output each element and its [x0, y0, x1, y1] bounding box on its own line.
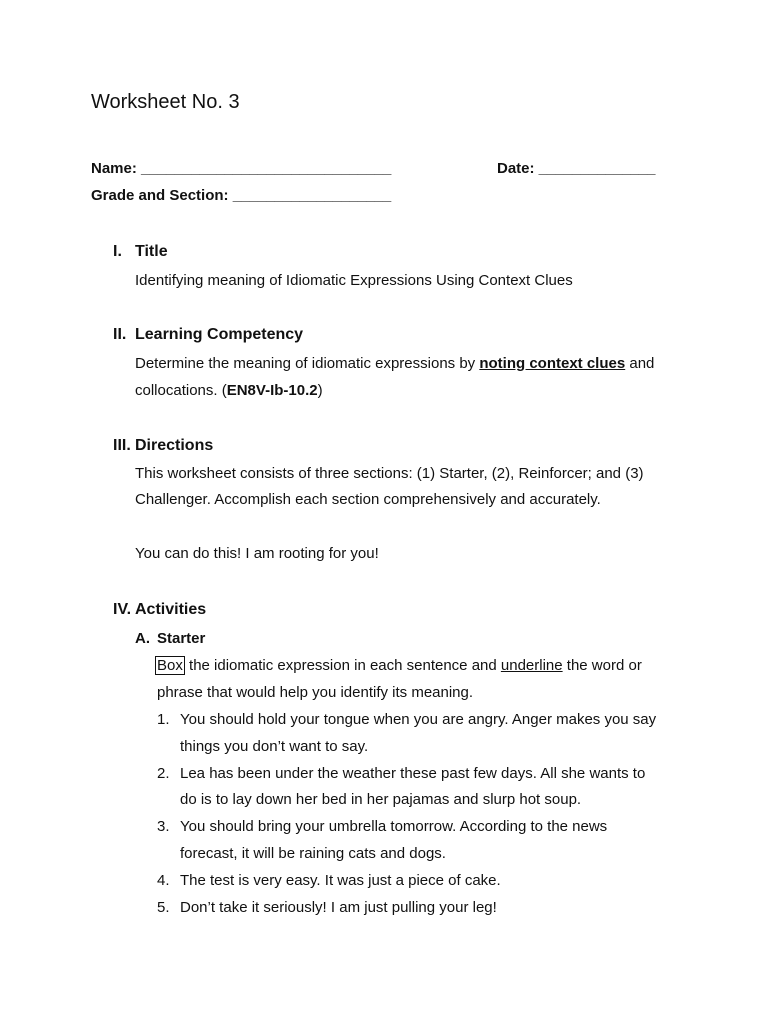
section-3-number: III. [113, 437, 131, 454]
item-3-number: 3. [157, 818, 170, 835]
underline-keyword: underline [500, 657, 563, 674]
item-5-line-1: Don’t take it seriously! I am just pulling your leg! [180, 899, 497, 916]
section-4-heading: Activities [135, 601, 207, 618]
item-2-line-1: Lea has been under the weather these past few days. All she wants to [180, 765, 646, 782]
section-2-line-1c: and [625, 355, 655, 372]
box-keyword: Box [157, 657, 183, 674]
section-2-line-2a: collocations. ( [135, 382, 227, 399]
instruction-text-b: the word or [562, 657, 642, 674]
item-1-line-1: You should hold your tongue when you are angry. Anger makes you say [180, 711, 657, 728]
item-3-line-1: You should bring your umbrella tomorrow. According to the news [180, 818, 608, 835]
item-4-number: 4. [157, 872, 170, 889]
item-5-number: 5. [157, 899, 170, 916]
starter-instruction-line-2: phrase that would help you identify its meaning. [157, 684, 474, 701]
item-2-number: 2. [157, 765, 170, 782]
section-4-number: IV. [113, 601, 132, 618]
directions-line-2: Challenger. Accomplish each section comprehensively and accurately. [135, 491, 601, 508]
directions-line-1: This worksheet consists of three sections: (1) Starter, (2), Reinforcer; and (3) [135, 465, 644, 482]
competency-code: EN8V-Ib-10.2 [226, 382, 318, 399]
grade-section-field: Grade and Section: ___________________ [91, 187, 392, 204]
item-4-line-1: The test is very easy. It was just a piece of cake. [180, 872, 501, 889]
context-clues-emphasis: noting context clues [479, 355, 626, 372]
section-2-line-2c: ) [317, 382, 323, 399]
section-2-number: II. [113, 326, 127, 343]
starter-instruction-line-1 [155, 657, 642, 674]
section-3-heading: Directions [135, 437, 214, 454]
subsection-a-heading: Starter [157, 630, 206, 647]
subsection-a-number: A. [135, 630, 150, 647]
section-2-heading: Learning Competency [135, 326, 304, 343]
item-3-line-2: forecast, it will be raining cats and dogs. [180, 845, 446, 862]
item-2-line-2: do is to lay down her bed in her pajamas and slurp hot soup. [180, 791, 582, 808]
name-field: Name: ______________________________ [91, 160, 392, 177]
section-1-heading: Title [135, 243, 168, 260]
item-1-number: 1. [157, 711, 170, 728]
section-2-line-2 [135, 382, 323, 399]
section-2-line-1a: Determine the meaning of idiomatic expressions by [135, 355, 480, 372]
date-field: Date: ______________ [497, 160, 656, 177]
instruction-text-a: the idiomatic expression in each sentence and [184, 657, 501, 674]
encouragement-text: You can do this! I am rooting for you! [135, 545, 379, 562]
section-1-number: I. [113, 243, 122, 260]
section-1-text: Identifying meaning of Idiomatic Expressions Using Context Clues [135, 272, 573, 289]
item-1-line-2: things you don’t want to say. [180, 738, 369, 755]
worksheet-title: Worksheet No. 3 [91, 91, 240, 113]
section-2-line-1 [135, 355, 654, 372]
